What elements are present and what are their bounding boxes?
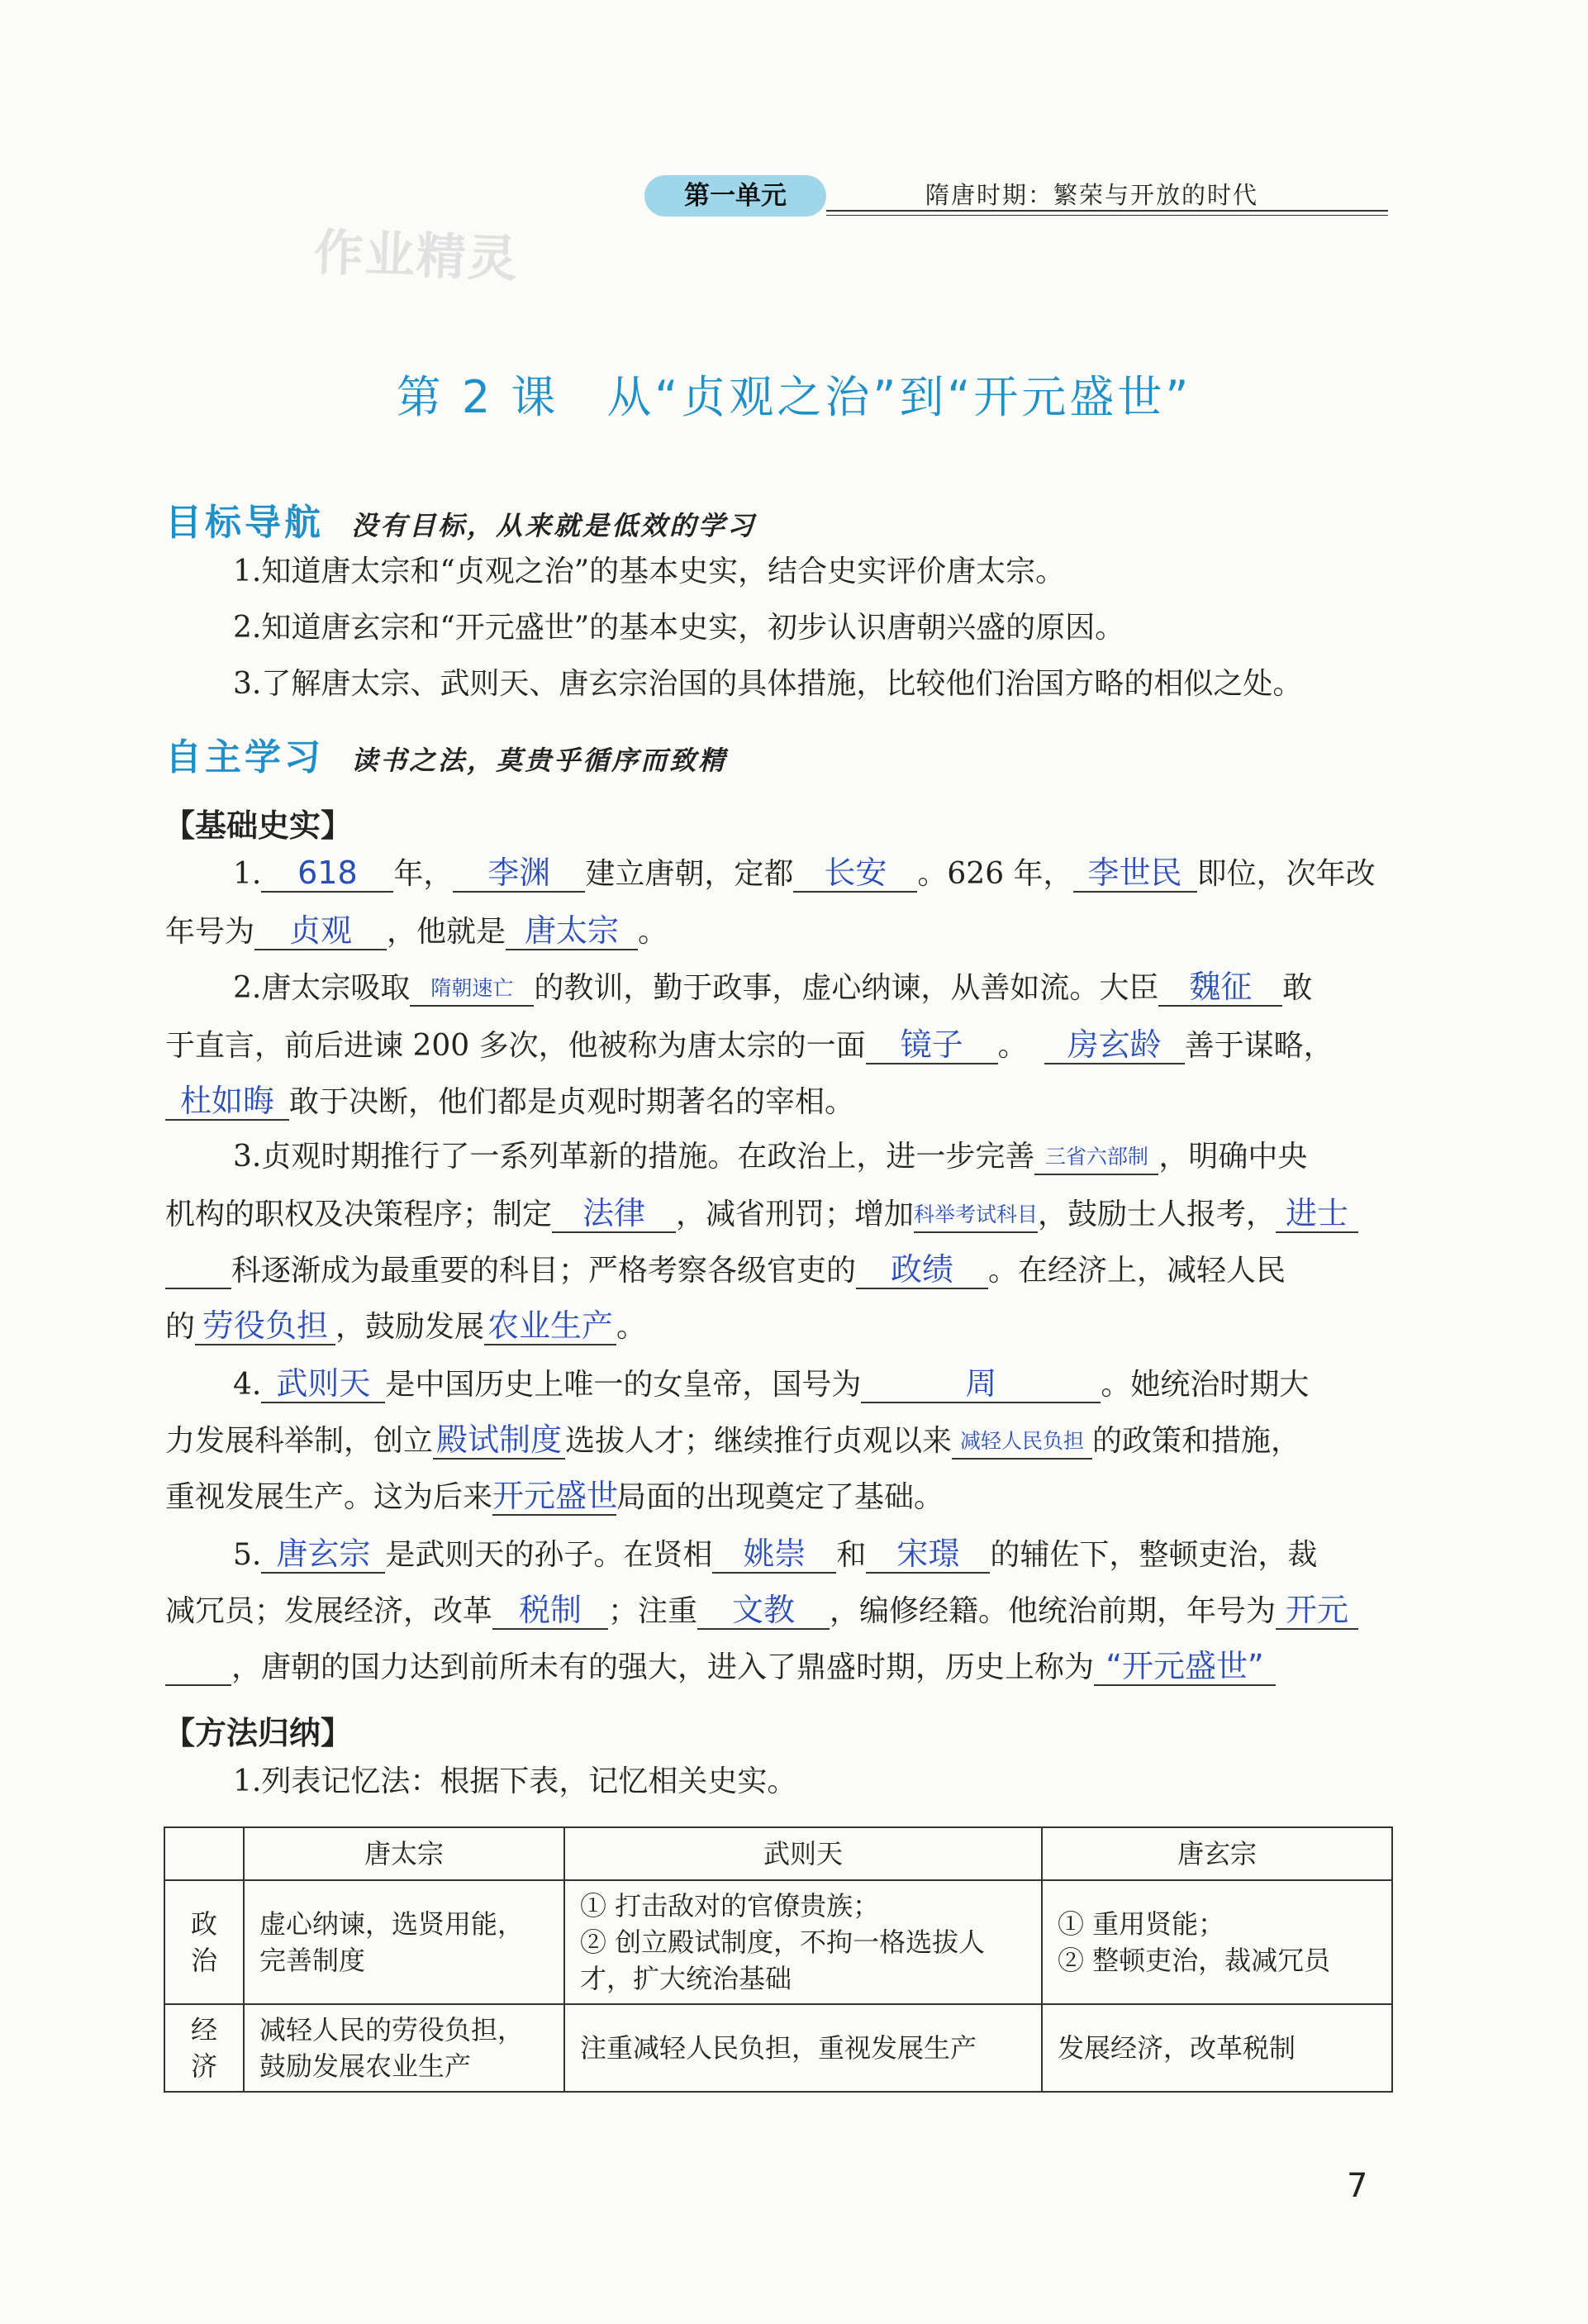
table-cell: 减轻人民的劳役负担，鼓励发展农业生产 bbox=[244, 2004, 564, 2092]
q5-line2: 减冗员；发展经济，改革 税制 ；注重 文教 ，编修经籍。他统治前期，年号为 开元 bbox=[165, 1592, 1358, 1630]
answer-blank[interactable]: 殿试制度 bbox=[433, 1422, 565, 1460]
watermark: 作业精灵 bbox=[312, 223, 520, 289]
row-label: 经济 bbox=[164, 2004, 244, 2092]
methods-intro: 1.列表记忆法：根据下表，记忆相关史实。 bbox=[233, 1764, 797, 1798]
answer-blank[interactable]: 618 bbox=[261, 855, 393, 893]
q1-line2: 年号为 贞观 ，他就是 唐太宗 。 bbox=[165, 912, 668, 949]
answer-blank[interactable]: 农业生产 bbox=[484, 1307, 616, 1345]
answer-blank[interactable]: 李渊 bbox=[453, 855, 585, 893]
answer-blank[interactable]: 唐太宗 bbox=[506, 912, 638, 950]
answer-blank bbox=[165, 1684, 231, 1686]
q2-line1: 2.唐太宗吸取 隋朝速亡 的教训，勤于政事，虚心纳谏，从善如流。大臣 魏征 敢 bbox=[233, 969, 1313, 1005]
answer-blank[interactable]: 进士 bbox=[1276, 1195, 1358, 1233]
unit-subtitle: 隋唐时期：繁荣与开放的时代 bbox=[925, 181, 1259, 209]
answer-blank[interactable]: 李世民 bbox=[1073, 855, 1197, 893]
answer-blank[interactable]: 税制 bbox=[492, 1592, 608, 1630]
self-study-header bbox=[165, 727, 727, 780]
goals-motto: 没有目标，从来就是低效的学习 bbox=[351, 510, 757, 541]
unit-badge: 第一单元 bbox=[644, 175, 826, 217]
goal-item: 1.知道唐太宗和“贞观之治”的基本史实，结合史实评价唐太宗。 bbox=[233, 555, 1066, 588]
answer-blank[interactable]: 开元盛世 bbox=[492, 1478, 619, 1514]
goal-item: 2.知道唐玄宗和“开元盛世”的基本史实，初步认识唐朝兴盛的原因。 bbox=[233, 611, 1125, 645]
table-row bbox=[164, 1880, 1392, 2004]
answer-blank[interactable]: 三省六部制 bbox=[1034, 1141, 1158, 1175]
lesson-title: 第 2 课 从“贞观之治”到“开元盛世” bbox=[396, 371, 1192, 423]
table-row bbox=[164, 2004, 1392, 2092]
q3-line3: 科逐渐成为最重要的科目；严格考察各级官吏的 政绩 。在经济上，减轻人民 bbox=[165, 1251, 1286, 1289]
answer-blank[interactable]: 科举考试科目 bbox=[914, 1198, 1038, 1233]
answer-blank[interactable]: “开元盛世” bbox=[1094, 1648, 1276, 1686]
header-rule bbox=[826, 210, 1388, 212]
answer-blank[interactable]: 政绩 bbox=[856, 1251, 988, 1289]
q5-line1: 5. 唐玄宗 是武则天的孙子。在贤相 姚崇 和 宋璟 的辅佐下，整顿吏治，裁 bbox=[233, 1536, 1318, 1572]
table-cell: 注重减轻人民负担，重视发展生产 bbox=[564, 2004, 1042, 2092]
answer-blank[interactable]: 武则天 bbox=[261, 1365, 385, 1403]
table-header-cell bbox=[164, 1827, 244, 1880]
answer-blank[interactable]: 劳役负担 bbox=[195, 1307, 335, 1345]
table-header-cell: 唐玄宗 bbox=[1042, 1827, 1392, 1880]
q1-line1: 1. 618 年， 李渊 建立唐朝，定都 长安 。626 年， 李世民 即位，次年改 bbox=[233, 855, 1376, 891]
methods-heading: 【方法归纳】 bbox=[164, 1715, 353, 1751]
q2-line2: 于直言，前后进谏 200 多次，他被称为唐太宗的一面 镜子 。 房玄龄 善于谋略， bbox=[165, 1026, 1334, 1063]
self-study-heading: 自主学习 bbox=[165, 736, 324, 779]
table-cell: ① 重用贤能； ② 整顿吏治，裁减冗员 bbox=[1042, 1880, 1392, 2004]
answer-blank[interactable]: 房玄龄 bbox=[1044, 1026, 1185, 1064]
q5-line3: ，唐朝的国力达到前所未有的强大，进入了鼎盛时期，历史上称为 “开元盛世” bbox=[165, 1648, 1276, 1686]
self-study-motto: 读书之法，莫贵乎循序而致精 bbox=[351, 745, 728, 776]
row-label: 政治 bbox=[164, 1880, 244, 2004]
q4-line3: 重视发展生产。这为后来开元盛世局面的出现奠定了基础。 bbox=[165, 1478, 944, 1514]
answer-blank bbox=[165, 1288, 231, 1289]
page-number: 7 bbox=[1347, 2167, 1368, 2205]
q3-line2: 机构的职权及决策程序；制定 法律 ，减省刑罚；增加科举考试科目，鼓励士人报考， 进士 bbox=[165, 1195, 1358, 1233]
answer-blank[interactable]: 唐玄宗 bbox=[261, 1536, 385, 1574]
answer-blank[interactable]: 文教 bbox=[697, 1592, 830, 1630]
q2-line3: 杜如晦 敢于决断，他们都是贞观时期著名的宰相。 bbox=[165, 1083, 854, 1121]
answer-blank[interactable]: 杜如晦 bbox=[165, 1083, 289, 1121]
answer-blank[interactable]: 减轻人民负担 bbox=[952, 1425, 1092, 1460]
goals-heading: 目标导航 bbox=[165, 502, 324, 544]
answer-blank[interactable]: 姚崇 bbox=[712, 1536, 836, 1574]
answer-blank[interactable]: 长安 bbox=[793, 855, 917, 893]
answer-blank[interactable]: 开元 bbox=[1276, 1592, 1358, 1630]
basics-heading: 【基础史实】 bbox=[164, 807, 353, 844]
goal-item: 3.了解唐太宗、武则天、唐玄宗治国的具体措施，比较他们治国方略的相似之处。 bbox=[233, 667, 1303, 701]
answer-blank[interactable]: 法律 bbox=[552, 1195, 676, 1233]
answer-blank[interactable]: 隋朝速亡 bbox=[410, 972, 534, 1007]
q4-line2: 力发展科举制，创立 殿试制度 选拔人才；继续推行贞观以来 减轻人民负担 的政策和措施， bbox=[165, 1422, 1301, 1458]
answer-blank[interactable]: 周 bbox=[861, 1365, 1101, 1403]
answer-blank[interactable]: 贞观 bbox=[254, 912, 387, 950]
answer-blank[interactable]: 镜子 bbox=[866, 1026, 998, 1064]
table-cell: 虚心纳谏，选贤用能，完善制度 bbox=[244, 1880, 564, 2004]
q3-line1: 3.贞观时期推行了一系列革新的措施。在政治上，进一步完善 三省六部制 ，明确中央 bbox=[233, 1140, 1308, 1174]
table-header-cell: 唐太宗 bbox=[244, 1827, 564, 1880]
goals-header bbox=[165, 493, 756, 545]
q3-line4: 的 劳役负担 ，鼓励发展 农业生产 。 bbox=[165, 1307, 647, 1344]
header-rule-thin bbox=[826, 215, 1388, 216]
table-cell: 发展经济，改革税制 bbox=[1042, 2004, 1392, 2092]
table-cell: ① 打击敌对的官僚贵族； ② 创立殿试制度，不拘一格选拔人才，扩大统治基础 bbox=[564, 1880, 1042, 2004]
answer-blank[interactable]: 魏征 bbox=[1158, 969, 1282, 1007]
table-header-cell: 武则天 bbox=[564, 1827, 1042, 1880]
table-header-row bbox=[164, 1827, 1392, 1880]
summary-table bbox=[164, 1826, 1393, 2093]
q4-line1: 4. 武则天 是中国历史上唯一的女皇帝，国号为 周 。她统治时期大 bbox=[233, 1365, 1310, 1402]
answer-blank[interactable]: 宋璟 bbox=[866, 1536, 990, 1574]
